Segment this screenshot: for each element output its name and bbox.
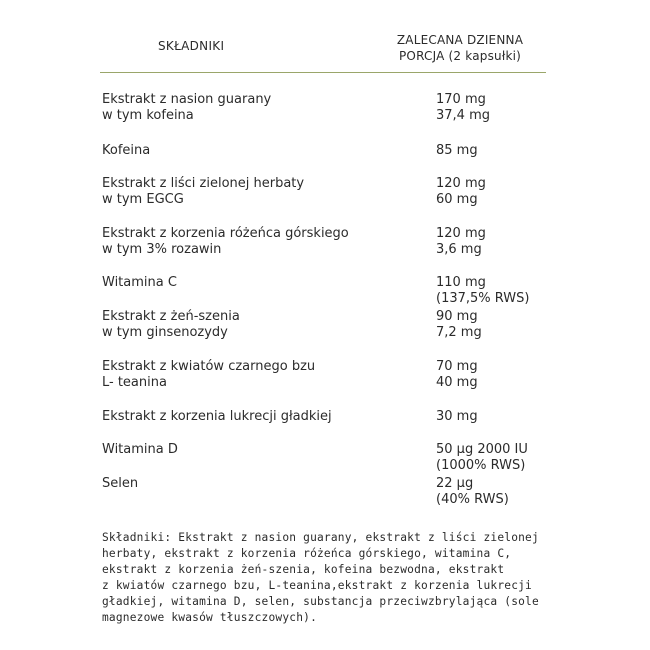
ingredient-name: w tym ginsenozydy — [102, 325, 228, 340]
ingredient-amount: 50 µg 2000 IU — [436, 442, 528, 457]
ingredient-name: Ekstrakt z korzenia lukrecji gładkiej — [102, 409, 332, 424]
ingredient-name: w tym kofeina — [102, 108, 194, 123]
composition-line: ekstrakt z korzenia żeń-szenia, kofeina bezwodna, ekstrakt — [102, 563, 505, 576]
ingredient-name: Ekstrakt z żeń-szenia — [102, 309, 240, 324]
ingredient-name: Witamina C — [102, 275, 177, 290]
daily-portion-line-1: ZALECANA DZIENNA — [396, 33, 524, 47]
ingredient-name: Ekstrakt z nasion guarany — [102, 92, 272, 107]
header-divider — [100, 72, 546, 73]
ingredient-amount: 120 mg — [436, 226, 486, 241]
composition-line: herbaty, ekstrakt z korzenia różeńca górskiego, witamina C, — [102, 547, 512, 560]
ingredient-amount: 110 mg — [436, 275, 486, 290]
ingredient-name: Ekstrakt z liści zielonej herbaty — [102, 176, 305, 191]
ingredient-amount: 22 µg — [436, 476, 474, 491]
ingredient-amount-note: (1000% RWS) — [436, 458, 526, 473]
ingredient-amount: 85 mg — [436, 143, 478, 158]
column-header-ingredients: SKŁADNIKI — [158, 39, 225, 53]
ingredient-name: w tym EGCG — [102, 192, 184, 207]
ingredient-amount: 60 mg — [436, 192, 478, 207]
ingredient-name: Ekstrakt z korzenia różeńca górskiego — [102, 226, 349, 241]
ingredient-amount: 170 mg — [436, 92, 486, 107]
ingredient-amount: 120 mg — [436, 176, 486, 191]
ingredient-name: Kofeina — [102, 143, 151, 158]
ingredient-amount: 70 mg — [436, 359, 478, 374]
ingredient-amount-note: (137,5% RWS) — [436, 291, 530, 306]
composition-line: gładkiej, witamina D, selen, substancja przeciwzbrylająca (sole — [102, 595, 539, 608]
ingredient-amount: 7,2 mg — [436, 325, 482, 340]
composition-line: z kwiatów czarnego bzu, L-teanina,ekstrakt z korzenia lukrecji — [102, 579, 532, 592]
daily-portion-line-2: PORCJA (2 kapsułki) — [398, 49, 522, 63]
ingredient-amount: 30 mg — [436, 409, 478, 424]
column-header-daily-portion — [360, 32, 560, 64]
ingredient-amount: 90 mg — [436, 309, 478, 324]
ingredient-amount: 40 mg — [436, 375, 478, 390]
ingredient-amount: 37,4 mg — [436, 108, 490, 123]
composition-text — [102, 530, 542, 626]
ingredient-name: Ekstrakt z kwiatów czarnego bzu — [102, 359, 316, 374]
composition-line: Składniki: Ekstrakt z nasion guarany, ekstrakt z liści zielonej — [102, 531, 539, 544]
ingredient-name: Selen — [102, 476, 139, 491]
ingredient-name: L- teanina — [102, 375, 167, 390]
ingredient-name: Witamina D — [102, 442, 178, 457]
ingredient-amount-note: (40% RWS) — [436, 492, 509, 507]
composition-line: magnezowe kwasów tłuszczowych). — [102, 611, 317, 624]
ingredient-amount: 3,6 mg — [436, 242, 482, 257]
ingredient-name: w tym 3% rozawin — [102, 242, 222, 257]
